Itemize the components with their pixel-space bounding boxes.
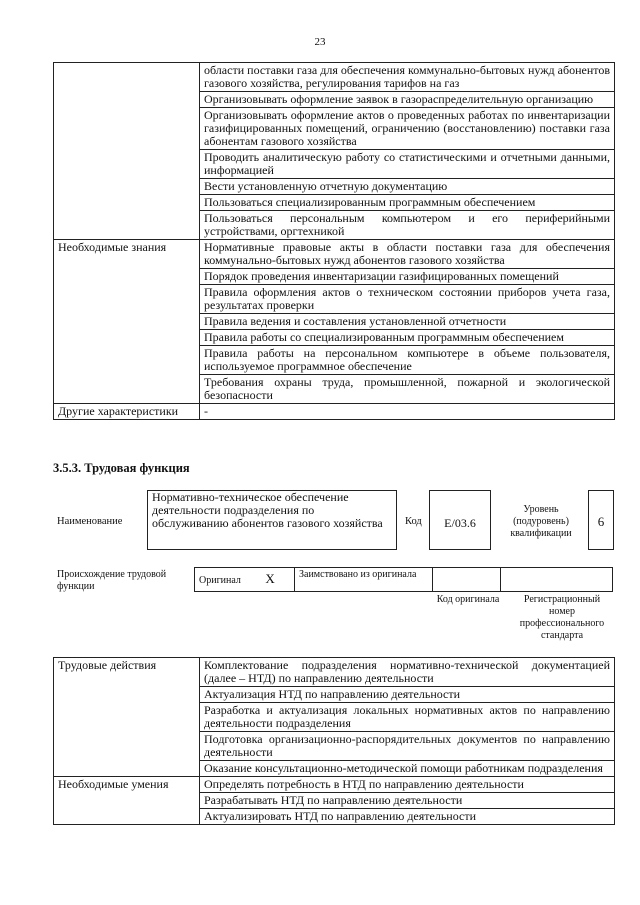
labor-item: Оказание консультационно-методической помощи работникам подразделения xyxy=(200,761,615,777)
competency-item: области поставки газа для обеспечения коммунально-бытовых нужд абонентов газового хозяйства, регулирования тарифов на газ xyxy=(200,63,615,92)
code-value: E/03.6 xyxy=(444,516,476,530)
competency-table-continued xyxy=(53,62,615,420)
labor-row-label: Необходимые умения xyxy=(54,777,200,825)
labor-row xyxy=(54,658,615,687)
borrowed-cell xyxy=(295,568,433,592)
competency-item: Правила ведения и составления установленной отчетности xyxy=(200,314,615,330)
level-value: 6 xyxy=(597,514,605,529)
competency-row-label xyxy=(54,63,200,240)
code-box xyxy=(429,490,491,550)
function-name-box xyxy=(147,490,397,550)
code-caption: Код оригинала xyxy=(436,594,500,605)
original-label: Оригинал xyxy=(199,575,241,586)
competency-row-label: Другие характеристики xyxy=(54,404,200,420)
page-number: 23 xyxy=(314,36,326,48)
labor-item: Определять потребность в НТД по направлению деятельности xyxy=(200,777,615,793)
labor-item: Разработка и актуализация локальных нормативных актов по направлению деятельности подразделения xyxy=(200,703,615,732)
reg-caption: Регистрационный номер профессионального стандарта xyxy=(519,594,605,641)
original-code-cell xyxy=(433,568,501,592)
original-cell xyxy=(195,568,295,592)
competency-row-label: Необходимые знания xyxy=(54,240,200,404)
function-name-value: Нормативно-техническое обеспечение деятельности подразделения по обслуживанию абонентов газового хозяйства xyxy=(152,490,383,530)
competency-row xyxy=(54,404,615,420)
competency-item: Пользоваться специализированным программным обеспечением xyxy=(200,195,615,211)
labor-item: Подготовка организационно-распорядительных документов по направлению деятельности xyxy=(200,732,615,761)
competency-item: Пользоваться персональным компьютером и его периферийными устройствами, оргтехникой xyxy=(200,211,615,240)
labor-function-table xyxy=(53,657,615,825)
labor-row xyxy=(54,777,615,793)
code-label: Код xyxy=(405,516,422,527)
competency-row xyxy=(54,63,615,92)
labor-item: Комплектование подразделения нормативно-технической документацией (далее – НТД) по направлению деятельности xyxy=(200,658,615,687)
competency-item: Требования охраны труда, промышленной, пожарной и экологической безопасности xyxy=(200,375,615,404)
competency-row xyxy=(54,240,615,269)
competency-item: Правила оформления актов о техническом состоянии приборов учета газа, результатах проверки xyxy=(200,285,615,314)
level-box xyxy=(588,490,614,550)
labor-item: Разрабатывать НТД по направлению деятельности xyxy=(200,793,615,809)
competency-item: Вести установленную отчетную документацию xyxy=(200,179,615,195)
competency-item: Организовывать оформление актов о проведенных работах по инвентаризации газифицированных помещений, ограничению (восстановлению) поставки газа абонентам газового хозяйства xyxy=(200,108,615,150)
competency-item: Проводить аналитическую работу со статистическими и отчетными данными, информацией xyxy=(200,150,615,179)
labor-item: Актуализация НТД по направлению деятельности xyxy=(200,687,615,703)
competency-item: Нормативные правовые акты в области поставки газа для обеспечения коммунально-бытовых нужд абонентов газового хозяйства xyxy=(200,240,615,269)
competency-item: Правила работы на персональном компьютере в объеме пользователя, используемое программное обеспечение xyxy=(200,346,615,375)
labor-item: Актуализировать НТД по направлению деятельности xyxy=(200,809,615,825)
section-title: 3.5.3. Трудовая функция xyxy=(53,461,190,475)
origin-label: Происхождение трудовой функции xyxy=(57,569,167,592)
competency-item: Правила работы со специализированным программным обеспечением xyxy=(200,330,615,346)
original-mark: X xyxy=(265,571,275,586)
competency-item: Организовывать оформление заявок в газораспределительную организацию xyxy=(200,92,615,108)
borrowed-label: Заимствовано из оригинала xyxy=(299,569,417,580)
level-label: Уровень (подуровень) квалификации xyxy=(510,504,572,539)
origin-table xyxy=(194,567,613,592)
competency-item: - xyxy=(200,404,615,420)
labor-row-label: Трудовые действия xyxy=(54,658,200,777)
name-label: Наименование xyxy=(57,516,123,527)
reg-number-cell xyxy=(501,568,613,592)
competency-item: Порядок проведения инвентаризации газифицированных помещений xyxy=(200,269,615,285)
